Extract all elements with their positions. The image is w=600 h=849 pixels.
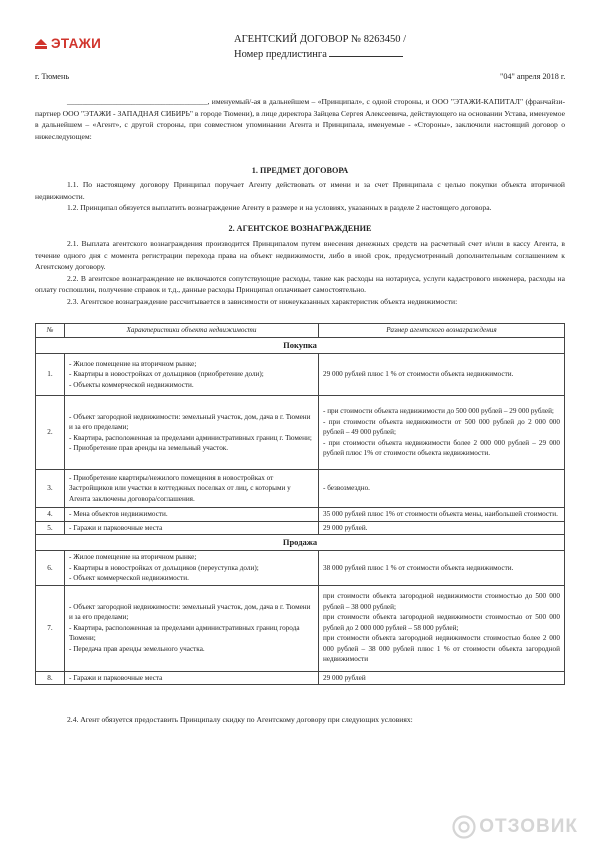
listing-number-line [234,46,406,61]
sale-section-row [36,535,565,551]
fee-line: - при стоимости объекта недвижимости от 500 000 рублей до 2 000 000 рублей – 49 000 рублей; [323,417,560,437]
clause-2-2: 2.2. В агентское вознаграждение не включаются сопутствующие расходы, такие как расходы на нотариуса, услуги кадастрового инженера, расходы на оплату госпошлин, получение справок и т.д., данные расходы Принципал оплачивает самостоятельно. [35,273,565,295]
purchase-section-row [36,338,565,354]
section1-title: 1. ПРЕДМЕТ ДОГОВОРА [251,166,349,175]
row-characteristics [65,508,319,522]
clause-2-3: 2.3. Агентское вознаграждение рассчитывается в зависимости от нижеуказанных характеристик объекта недвижимости: [67,296,458,306]
characteristic-line: - Приобретение квартиры/нежилого помещения в новостройках от Застройщиков или участки в коттеджных поселках от лиц, с которыми у Агента заключены договора/соглашения. [69,473,291,503]
clause-1-1: 1.1. По настоящему договору Принципал поручает Агенту действовать от имени и за счет Принципала с целью покупки объекта вторичной недвижимости. [35,180,565,201]
row-characteristics [65,354,319,396]
section2-body [35,238,565,308]
fee-line: - при стоимости объекта недвижимости более 2 000 000 рублей – 29 000 рублей плюс 1% от стоимости объекта недвижимости. [323,438,560,458]
characteristic-line: - Квартира, расположенная за пределами административных границ города Тюмени; [69,623,300,643]
characteristic-line: - Жилое помещение на вторичном рынке; [69,359,197,368]
col-header-number: № [36,324,65,338]
fee-line: при стоимости объекта загородной недвижимости стоимостью от 500 000 рублей до 2 000 000 рублей – 58 000 рублей; [323,613,560,632]
fee-line: 29 000 рублей [323,673,366,682]
characteristic-line: - Мена объектов недвижимости. [69,510,168,518]
table-row [36,521,565,535]
table-row [36,551,565,586]
table-row [36,354,565,396]
table-row [36,470,565,508]
col-header-fee: Размер агентского вознаграждения [319,324,565,338]
fee-line: при стоимости объекта загородной недвижимости стоимостью более 2 000 000 рублей – 38 000 рублей плюс 1 % от стоимости объекта загородной недвижимости [323,634,560,664]
fee-line: при стоимости объекта загородной недвижимости стоимостью до 500 000 рублей – 38 000 рублей; [323,592,560,611]
watermark-logo-icon [452,815,476,839]
logo-text: ЭТАЖИ [51,36,102,51]
row-characteristics [65,521,319,535]
row-characteristics [65,551,319,586]
table-row [36,508,565,522]
fee-line: - безвозмездно. [323,484,370,493]
row-fee [319,551,565,586]
characteristic-line: - Гаражи и парковочные места [69,523,163,532]
contract-date: "04" апреля 2018 г. [500,72,566,81]
row-number: 7. [36,585,65,671]
company-logo [35,36,101,51]
col-header-characteristics: Характеристики объекта недвижимости [65,324,319,338]
row-fee [319,521,565,535]
row-number: 2. [36,396,65,470]
fee-line: - при стоимости объекта недвижимости до 500 000 рублей – 29 000 рублей; [323,407,554,416]
characteristic-line: - Квартиры в новостройках от дольщиков (переуступка доли); [69,563,259,572]
table-row [36,585,565,671]
clause-2-1: 2.1. Выплата агентского вознаграждения производится Принципалом путем внесения денежных средств на расчетный счет и/или в кассу Агента, в течение одного дня с момента регистрации перехода права на объект недвижимости, либо в иной срок, предусмотренный дополнительным соглашением к Агентскому договору. [35,239,565,272]
row-fee [319,585,565,671]
sale-label: Продажа [36,535,565,551]
row-number: 4. [36,508,65,522]
table-row [36,396,565,470]
table-row [36,671,565,685]
fee-line: 29 000 рублей. [323,523,368,532]
row-characteristics [65,671,319,685]
characteristic-line: - Объект коммерческой недвижимости. [69,574,189,582]
fee-table [35,323,565,685]
section2-title: 2. АГЕНТСКОЕ ВОЗНАГРАЖДЕНИЕ [228,224,372,233]
city: г. Тюмень [35,72,70,81]
purchase-label: Покупка [36,338,565,354]
fee-line: 29 000 рублей плюс 1 % от стоимости объекта недвижимости. [323,370,514,379]
watermark-text: ОТЗОВИК [479,816,578,837]
document-header [234,33,406,61]
characteristic-line: - Передача прав аренды земельного участка. [69,644,205,653]
listing-label: Номер предлистинга [234,49,327,60]
row-number: 1. [36,354,65,396]
characteristic-line: - Гаражи и парковочные места [69,673,163,682]
characteristic-line: - Квартиры в новостройках от дольщиков (приобретение доли); [69,370,264,379]
row-number: 5. [36,521,65,535]
characteristic-line: - Квартира, расположенная за пределами административных границ г. Тюмени; [69,433,312,442]
logo-mark-icon [35,39,47,49]
clause-1-2: 1.2. Принципал обязуется выплатить вознаграждение Агенту в размере и на условиях, указанных в разделе 2 настоящего договора. [67,203,492,213]
fee-line: 38 000 рублей плюс 1 % от стоимости объекта недвижимости. [323,563,514,572]
row-number: 8. [36,671,65,685]
watermark [452,815,578,839]
row-characteristics [65,396,319,470]
row-fee [319,396,565,470]
section1-body [35,179,565,214]
clause-2-4: 2.4. Агент обязуется предоставить Принципалу скидку по Агентскому договору при следующих условиях: [67,715,413,724]
row-number: 6. [36,551,65,586]
table-header-row [36,324,565,338]
characteristic-line: - Объект загородной недвижимости: земельный участок, дом, дача в г. Тюмени и за его пределами; [69,602,311,622]
characteristic-line: - Приобретение прав аренды на земельный участок. [69,444,229,452]
row-number: 3. [36,470,65,508]
row-fee [319,508,565,522]
row-characteristics [65,585,319,671]
row-fee [319,470,565,508]
preamble: _____________________________________, именуемый/-ая в дальнейшем – «Принципал», с одной стороны, и ООО "ЭТАЖИ-КАПИТАЛ" (франчайзи-партнер ООО "ЭТАЖИ - ЗАПАДНАЯ СИБИРЬ" в городе Тюмени), в лице директора Зайцева Сергея Алексеевича, действующего на основании Устава, именуемое в дальнейшем – «Агент», с другой стороны, при совместном упоминании Агента и Принципала, именуемые - «Стороны», заключили настоящий договор о нижеследующем: [35,97,565,141]
characteristic-line: - Объект загородной недвижимости: земельный участок, дом, дача в г. Тюмени и за его пределами; [69,412,311,431]
row-characteristics [65,470,319,508]
fee-line: 35 000 рублей плюс 1% от стоимости объекта мены, наибольшей стоимости. [323,510,558,518]
row-fee [319,354,565,396]
characteristic-line: - Жилое помещение на вторичном рынке; [69,553,197,561]
document-title: АГЕНТСКИЙ ДОГОВОР № 8263450 / [234,34,406,45]
row-fee [319,671,565,685]
characteristic-line: - Объекты коммерческой недвижимости. [69,380,194,389]
listing-blank [329,46,403,57]
